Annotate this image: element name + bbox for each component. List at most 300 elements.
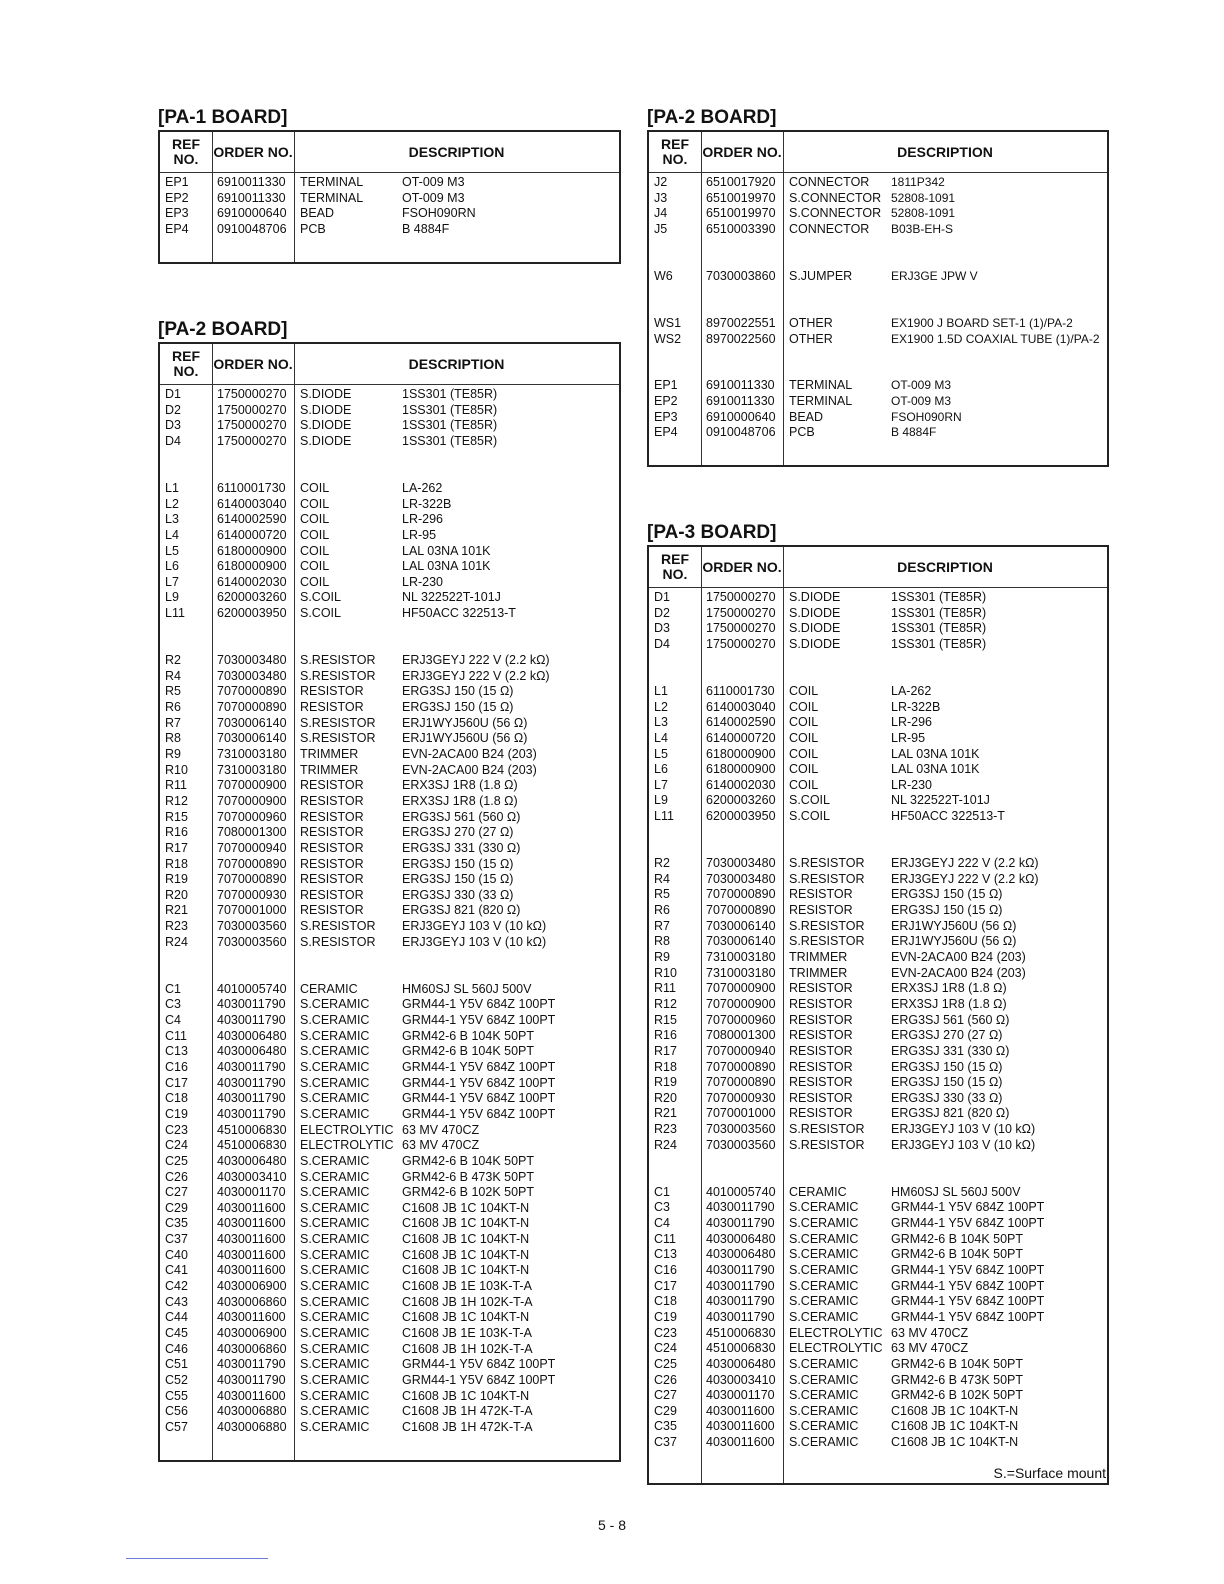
ref-no: C4 — [654, 1216, 670, 1230]
header-description: DESCRIPTION — [408, 143, 505, 160]
table-row — [160, 449, 619, 465]
part-spec: ERJ3GEYJ 222 V (2.2 kΩ) — [402, 668, 550, 683]
ref-no: C11 — [165, 1028, 188, 1043]
ref-no: C41 — [165, 1263, 188, 1278]
order-no: 7070000890 — [217, 700, 287, 714]
part-type: S.CERAMIC — [789, 1216, 859, 1230]
part-spec: C1608 JB 1C 104KT-N — [402, 1310, 530, 1325]
ref-no: C1 — [165, 981, 181, 996]
table-row — [649, 1293, 1107, 1309]
part-type: COIL — [789, 683, 819, 698]
ref-no: C24 — [165, 1138, 188, 1153]
part-type: S.DIODE — [300, 402, 352, 417]
part-spec: FSOH090RN — [891, 409, 962, 424]
table-row — [649, 746, 1107, 762]
part-spec: ERJ1WYJ560U (56 Ω) — [891, 934, 1017, 949]
board-title: [PA-1 BOARD] — [158, 107, 288, 128]
table-row — [160, 652, 619, 668]
table-row — [160, 621, 619, 637]
part-type: RESISTOR — [300, 825, 364, 840]
order-no: 4030006900 — [217, 1326, 287, 1340]
order-no: 4030003410 — [706, 1372, 776, 1387]
table-row — [160, 1262, 619, 1278]
part-spec: EVN-2ACA00 B24 (203) — [402, 762, 537, 777]
ref-no: R16 — [654, 1028, 677, 1043]
table-row — [649, 1199, 1107, 1215]
table-row — [160, 1341, 619, 1357]
order-no: 4030006880 — [217, 1404, 287, 1419]
part-spec: ERG3SJ 150 (15 Ω) — [891, 903, 1003, 917]
order-no: 6140002030 — [706, 777, 776, 792]
table-row — [649, 221, 1107, 237]
table-row — [160, 1309, 619, 1325]
table-row — [649, 902, 1107, 918]
part-spec: LAL 03NA 101K — [891, 762, 980, 777]
part-spec: ERX3SJ 1R8 (1.8 Ω) — [402, 778, 518, 793]
order-no: 6110001730 — [706, 683, 775, 698]
part-type: S.CERAMIC — [300, 1247, 370, 1262]
pa3-board-section — [647, 521, 1109, 1485]
table-row — [160, 496, 619, 512]
order-no: 7070000960 — [217, 809, 287, 824]
order-no: 6910011330 — [706, 394, 775, 409]
part-type: S.RESISTOR — [789, 1137, 865, 1152]
table-row — [160, 1153, 619, 1169]
table-row — [649, 268, 1107, 284]
ref-no: L5 — [654, 746, 668, 761]
part-spec: LA-262 — [402, 480, 443, 495]
ref-no: R21 — [654, 1106, 677, 1121]
order-no: 4030001170 — [706, 1388, 775, 1403]
part-spec: C1608 JB 1C 104KT-N — [402, 1388, 530, 1403]
part-type: COIL — [789, 762, 819, 777]
order-no: 4030003410 — [217, 1169, 287, 1184]
ref-no: C19 — [165, 1106, 188, 1121]
part-spec: NL 322522T-101J — [891, 793, 990, 808]
table-row — [649, 824, 1107, 840]
part-type: RESISTOR — [300, 840, 364, 855]
part-spec: ERJ3GEYJ 222 V (2.2 kΩ) — [891, 856, 1039, 871]
part-type: TRIMMER — [300, 762, 359, 777]
order-no: 6180000900 — [217, 559, 287, 574]
part-spec: NL 322522T-101J — [402, 590, 501, 605]
part-spec: 1SS301 (TE85R) — [891, 590, 987, 604]
part-type: S.CERAMIC — [300, 997, 370, 1012]
table-row — [160, 417, 619, 433]
part-spec: EVN-2ACA00 B24 (203) — [891, 965, 1026, 980]
part-type: S.CERAMIC — [789, 1309, 859, 1324]
ref-no: R11 — [654, 981, 677, 996]
part-type: S.CERAMIC — [300, 1326, 370, 1340]
table-row — [160, 464, 619, 480]
ref-no: C46 — [165, 1341, 188, 1356]
order-no: 7080001300 — [706, 1028, 776, 1043]
part-type: S.CERAMIC — [789, 1419, 859, 1434]
table-row — [160, 996, 619, 1012]
table-row — [649, 949, 1107, 965]
ref-no: J3 — [654, 190, 668, 205]
header-description: DESCRIPTION — [408, 355, 505, 372]
order-no: 1750000270 — [706, 605, 776, 620]
part-spec: 1811P342 — [891, 175, 945, 189]
order-no: 4030011600 — [706, 1403, 775, 1418]
part-type: TRIMMER — [789, 965, 848, 980]
part-spec: 52808-1091 — [891, 190, 956, 205]
part-spec: 1SS301 (TE85R) — [402, 402, 498, 417]
part-spec: LR-230 — [891, 777, 932, 792]
ref-no: R18 — [165, 856, 188, 871]
order-no: 7030003480 — [706, 871, 776, 886]
order-no: 1750000270 — [706, 590, 776, 604]
order-no: 7070000890 — [706, 1075, 776, 1090]
table-row — [649, 1418, 1107, 1434]
part-type: S.CONNECTOR — [789, 190, 882, 205]
part-type: TERMINAL — [789, 378, 853, 393]
part-spec: OT-009 M3 — [891, 394, 952, 409]
part-spec: 52808-1091 — [891, 206, 956, 221]
part-type: S.CERAMIC — [300, 1106, 370, 1121]
table-row — [649, 1012, 1107, 1028]
ref-no: R20 — [165, 887, 188, 902]
part-spec: GRM42-6 B 104K 50PT — [891, 1231, 1024, 1246]
order-no: 6910011330 — [706, 378, 775, 393]
ref-no: C18 — [165, 1091, 188, 1106]
order-no: 7030003860 — [706, 268, 776, 283]
ref-no: C37 — [654, 1435, 677, 1450]
ref-no: D1 — [654, 590, 670, 604]
ref-no: L4 — [165, 527, 179, 542]
order-no: 4030006480 — [706, 1356, 776, 1371]
part-type: ELECTROLYTIC — [300, 1122, 394, 1137]
part-spec: GRM44-1 Y5V 684Z 100PT — [891, 1309, 1045, 1324]
part-spec: EX1900 J BOARD SET-1 (1)/PA-2 — [891, 315, 1073, 330]
part-type: S.RESISTOR — [300, 731, 376, 746]
ref-no: R9 — [165, 746, 181, 761]
table-row — [649, 777, 1107, 793]
part-spec: 63 MV 470CZ — [891, 1341, 969, 1356]
part-type: COIL — [300, 543, 330, 558]
part-type: S.RESISTOR — [789, 856, 865, 871]
part-type: S.CERAMIC — [300, 1263, 370, 1278]
part-type: S.DIODE — [789, 621, 841, 636]
table-row — [649, 792, 1107, 808]
part-spec: ERG3SJ 150 (15 Ω) — [891, 1075, 1003, 1090]
table-row — [649, 871, 1107, 887]
table-row — [160, 386, 619, 402]
ref-no: W6 — [654, 268, 673, 283]
footnote: S.=Surface mount — [993, 1465, 1106, 1481]
part-spec: LR-230 — [402, 574, 443, 589]
table-row — [160, 856, 619, 872]
table-row — [649, 808, 1107, 824]
order-no: 6910000640 — [706, 409, 776, 424]
order-no: 4030006480 — [706, 1231, 776, 1246]
table-row — [160, 433, 619, 449]
table-row — [649, 1090, 1107, 1106]
table-row — [649, 1168, 1107, 1184]
part-spec: GRM42-6 B 104K 50PT — [891, 1247, 1024, 1262]
ref-no: R17 — [165, 840, 188, 855]
order-no: 0910048706 — [217, 221, 287, 236]
part-spec: ERJ1WYJ560U (56 Ω) — [402, 731, 528, 746]
part-type: CERAMIC — [789, 1184, 847, 1199]
ref-no: R17 — [654, 1043, 677, 1058]
table-row — [649, 652, 1107, 668]
ref-no: R21 — [165, 903, 188, 918]
part-spec: HF50ACC 322513-T — [402, 606, 516, 621]
order-no: 6200003260 — [217, 590, 287, 605]
header-ref-no: REF NO. — [172, 348, 200, 379]
ref-no: R8 — [165, 731, 181, 746]
ref-no: C4 — [165, 1013, 181, 1027]
part-type: S.CERAMIC — [789, 1278, 859, 1293]
part-spec: ERJ3GEYJ 103 V (10 kΩ) — [891, 1122, 1036, 1137]
order-no: 4030011790 — [706, 1309, 775, 1324]
table-row — [160, 840, 619, 856]
order-no: 7030006140 — [217, 715, 287, 730]
part-spec: ERG3SJ 330 (33 Ω) — [402, 887, 514, 902]
ref-no: C26 — [165, 1169, 188, 1184]
table-row — [649, 1137, 1107, 1153]
table-row — [160, 605, 619, 621]
part-type: S.RESISTOR — [300, 668, 376, 683]
part-type: S.CERAMIC — [300, 1419, 370, 1434]
part-type: S.CERAMIC — [300, 1216, 370, 1231]
part-type: S.DIODE — [789, 590, 841, 604]
part-type: S.COIL — [789, 809, 830, 824]
part-type: RESISTOR — [789, 887, 853, 902]
order-no: 4030006880 — [217, 1419, 287, 1434]
part-type: RESISTOR — [789, 1043, 853, 1058]
order-no: 4030011790 — [217, 1091, 286, 1106]
board-title: [PA-2 BOARD] — [647, 107, 777, 128]
order-no: 6510003390 — [706, 221, 776, 236]
order-no: 7310003180 — [706, 949, 776, 964]
table-row — [649, 855, 1107, 871]
table-row — [160, 480, 619, 496]
part-spec: GRM44-1 Y5V 684Z 100PT — [402, 1059, 556, 1074]
part-type: S.RESISTOR — [789, 918, 865, 933]
part-spec: LAL 03NA 101K — [402, 543, 491, 558]
ref-no: J4 — [654, 206, 668, 221]
table-row — [649, 918, 1107, 934]
order-no: 6180000900 — [706, 746, 776, 761]
part-type: RESISTOR — [300, 856, 364, 871]
order-no: 4030006860 — [217, 1294, 287, 1309]
order-no: 6180000900 — [217, 543, 287, 558]
order-no: 7070000940 — [217, 840, 287, 855]
ref-no: L11 — [654, 809, 674, 824]
order-no: 4030011600 — [217, 1388, 286, 1403]
part-type: S.CERAMIC — [300, 1169, 370, 1184]
part-type: S.JUMPER — [789, 268, 853, 283]
part-spec: GRM44-1 Y5V 684Z 100PT — [402, 1013, 556, 1027]
part-type: S.CERAMIC — [789, 1388, 859, 1403]
part-spec: ERG3SJ 150 (15 Ω) — [402, 700, 514, 714]
order-no: 4510006830 — [217, 1122, 287, 1137]
ref-no: R9 — [654, 949, 670, 964]
order-no: 6510019970 — [706, 190, 776, 205]
table-row — [649, 1152, 1107, 1168]
order-no: 6910011330 — [217, 190, 286, 205]
part-spec: ERG3SJ 330 (33 Ω) — [891, 1090, 1003, 1105]
part-type: ELECTROLYTIC — [789, 1325, 883, 1340]
table-row — [160, 730, 619, 746]
table-row — [160, 777, 619, 793]
table-row — [160, 981, 619, 997]
ref-no: C40 — [165, 1247, 188, 1262]
ref-no: D3 — [165, 418, 181, 433]
table-row — [649, 667, 1107, 683]
order-no: 4030011790 — [217, 1059, 286, 1074]
order-no: 4030011600 — [217, 1200, 286, 1215]
part-type: RESISTOR — [789, 1059, 853, 1074]
part-type: RESISTOR — [300, 809, 364, 824]
table-row — [160, 824, 619, 840]
part-spec: LA-262 — [891, 683, 932, 698]
ref-no: R15 — [654, 1012, 677, 1027]
table-row — [649, 683, 1107, 699]
part-spec: GRM44-1 Y5V 684Z 100PT — [891, 1278, 1045, 1293]
table-row — [160, 668, 619, 684]
order-no: 1750000270 — [217, 433, 287, 448]
part-spec: ERG3SJ 331 (330 Ω) — [891, 1043, 1010, 1058]
part-spec: LAL 03NA 101K — [402, 559, 491, 574]
ref-no: R11 — [165, 778, 188, 793]
ref-no: D4 — [654, 636, 670, 651]
part-spec: ERG3SJ 331 (330 Ω) — [402, 840, 521, 855]
part-type: RESISTOR — [789, 1028, 853, 1043]
ref-no: L6 — [165, 559, 179, 574]
order-no: 4030006900 — [217, 1279, 287, 1294]
part-type: S.CERAMIC — [300, 1388, 370, 1403]
order-no: 6200003260 — [706, 793, 776, 808]
pa2-board-section-right — [647, 106, 1109, 467]
part-spec: GRM44-1 Y5V 684Z 100PT — [891, 1294, 1045, 1309]
part-spec: OT-009 M3 — [402, 175, 465, 189]
order-no: 6200003950 — [217, 606, 287, 621]
parts-table — [158, 130, 621, 264]
part-type: COIL — [300, 527, 330, 542]
ref-no: EP1 — [165, 175, 189, 189]
order-no: 4030011600 — [217, 1263, 286, 1278]
part-type: RESISTOR — [300, 793, 364, 808]
part-type: COIL — [789, 730, 819, 745]
order-no: 7070000900 — [217, 778, 287, 793]
part-spec: ERG3SJ 561 (560 Ω) — [402, 809, 521, 824]
table-row — [649, 636, 1107, 652]
ref-no: EP2 — [165, 190, 189, 205]
table-row — [649, 1246, 1107, 1262]
part-type: S.CERAMIC — [300, 1153, 370, 1168]
table-row — [160, 809, 619, 825]
table-row — [649, 761, 1107, 777]
table-row — [160, 902, 619, 918]
order-no: 7030006140 — [706, 934, 776, 949]
part-type: RESISTOR — [789, 1090, 853, 1105]
part-type: S.CERAMIC — [300, 1357, 370, 1372]
ref-no: EP4 — [165, 221, 189, 236]
ref-no: C24 — [654, 1341, 677, 1356]
table-row — [649, 299, 1107, 315]
order-no: 7070000890 — [706, 1059, 776, 1074]
pa2-board-section-left — [158, 318, 621, 1462]
part-spec: ERG3SJ 821 (820 Ω) — [891, 1106, 1010, 1121]
part-type: PCB — [789, 425, 815, 440]
part-spec: ERX3SJ 1R8 (1.8 Ω) — [891, 981, 1007, 996]
table-row — [160, 1169, 619, 1185]
part-spec: GRM44-1 Y5V 684Z 100PT — [402, 1372, 556, 1387]
order-no: 4030011600 — [217, 1232, 286, 1247]
table-row — [160, 1403, 619, 1419]
ref-no: C16 — [165, 1059, 188, 1074]
table-row — [649, 1309, 1107, 1325]
header-ref-no: REF NO. — [661, 136, 689, 167]
part-spec: B03B-EH-S — [891, 221, 954, 236]
table-row — [649, 237, 1107, 253]
ref-no: J2 — [654, 175, 668, 189]
ref-no: C29 — [165, 1200, 188, 1215]
order-no: 4030011790 — [706, 1278, 775, 1293]
ref-no: C43 — [165, 1294, 188, 1309]
part-spec: GRM42-6 B 473K 50PT — [402, 1169, 535, 1184]
part-type: RESISTOR — [789, 1012, 853, 1027]
table-row — [160, 887, 619, 903]
ref-no: R8 — [654, 934, 670, 949]
order-no: 6200003950 — [706, 809, 776, 824]
part-type: S.CERAMIC — [300, 1279, 370, 1294]
order-no: 7030003480 — [217, 668, 287, 683]
order-no: 7030006140 — [217, 731, 287, 746]
part-type: CERAMIC — [300, 981, 358, 996]
table-row — [649, 331, 1107, 347]
part-type: S.CERAMIC — [789, 1294, 859, 1309]
part-type: S.COIL — [789, 793, 830, 808]
ref-no: L2 — [654, 699, 668, 714]
order-no: 4030011600 — [217, 1310, 286, 1325]
part-spec: 1SS301 (TE85R) — [891, 636, 987, 651]
table-row — [160, 1294, 619, 1310]
table-row — [160, 746, 619, 762]
part-type: S.CERAMIC — [789, 1231, 859, 1246]
ref-no: WS1 — [654, 315, 682, 330]
order-no: 7070001000 — [706, 1106, 776, 1121]
ref-no: C42 — [165, 1279, 188, 1294]
part-spec: C1608 JB 1E 103K-T-A — [402, 1326, 532, 1340]
table-row — [649, 284, 1107, 300]
table-row — [649, 1372, 1107, 1388]
parts-table — [647, 545, 1109, 1485]
table-row — [649, 1262, 1107, 1278]
part-spec: C1608 JB 1H 472K-T-A — [402, 1419, 533, 1434]
order-no: 6510017920 — [706, 175, 776, 189]
table-header — [160, 132, 619, 173]
table-row — [649, 605, 1107, 621]
part-type: OTHER — [789, 331, 833, 346]
order-no: 4030011600 — [217, 1216, 286, 1231]
table-row — [649, 714, 1107, 730]
part-spec: HM60SJ SL 560J 500V — [891, 1184, 1021, 1199]
ref-no: C16 — [654, 1262, 677, 1277]
table-row — [649, 1340, 1107, 1356]
part-type: TRIMMER — [300, 746, 359, 761]
order-no: 4030011790 — [217, 1075, 286, 1090]
order-no: 0910048706 — [706, 425, 776, 440]
ref-no: R5 — [165, 684, 181, 699]
ref-no: R5 — [654, 887, 670, 902]
part-type: S.CERAMIC — [300, 1059, 370, 1074]
table-row — [160, 1090, 619, 1106]
